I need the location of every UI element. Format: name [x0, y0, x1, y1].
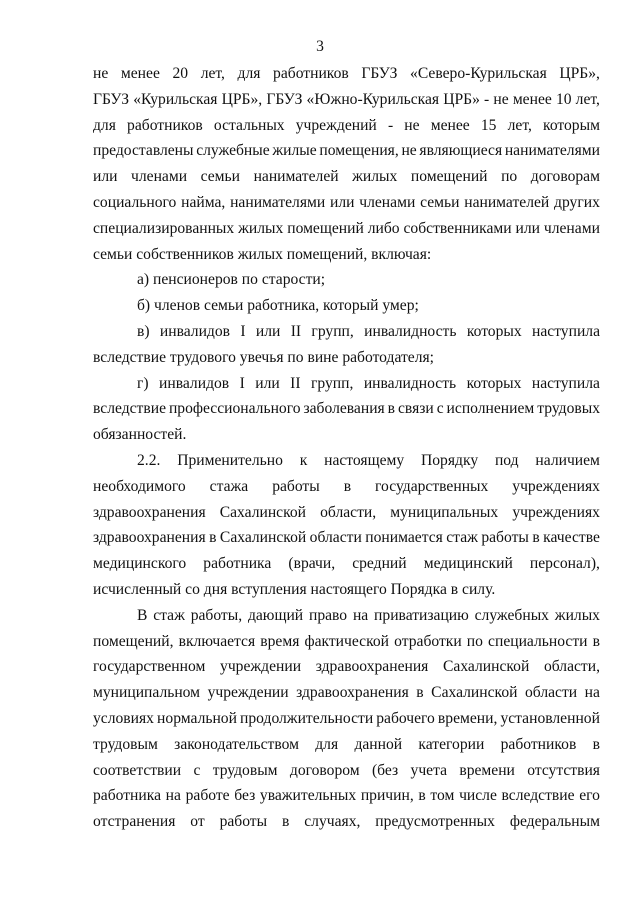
word: работника: [93, 787, 162, 805]
word: ЦРБ»: [443, 90, 480, 108]
word: ГБУЗ: [266, 90, 303, 108]
word: семьи: [200, 168, 240, 186]
word: по: [466, 632, 483, 650]
word: для: [237, 65, 261, 82]
word: персонал),: [529, 555, 600, 573]
word: вследствие: [93, 400, 166, 418]
word: групп,: [311, 374, 354, 392]
word: к: [299, 451, 308, 469]
text-line: исчисленный со дня вступления настоящего Порядка в силу.: [93, 580, 496, 598]
word: Сахалинской: [431, 684, 518, 702]
word: не: [404, 116, 420, 134]
word: от: [190, 813, 205, 831]
word: работников: [273, 65, 349, 82]
word: установленной: [500, 709, 600, 727]
word: остальных: [213, 116, 285, 134]
text-line: [93, 706, 600, 732]
word: семьи: [420, 193, 460, 211]
word: времени: [459, 761, 515, 779]
word: инвалидов: [159, 322, 231, 340]
word: числе: [459, 787, 497, 805]
word: профессионального: [168, 400, 301, 418]
text-line: [93, 87, 600, 113]
word: «Курильская: [133, 90, 218, 108]
word: (без: [371, 761, 399, 779]
word: учета: [410, 761, 448, 779]
word: средний: [352, 555, 407, 573]
word: или: [255, 374, 280, 392]
list-item: б) членов семьи работника, который умер;: [137, 297, 419, 315]
word: области,: [320, 503, 377, 521]
word: причин,: [360, 787, 414, 805]
word: в: [592, 735, 600, 753]
text-line: [93, 732, 600, 758]
text-line: [93, 113, 600, 139]
word: ЦРБ»,: [221, 90, 263, 108]
paragraph-first-line: [93, 603, 600, 629]
word: инвалидов: [159, 374, 230, 392]
word: найма,: [181, 193, 226, 211]
text-line: семьи собственников жилых помещений, включая:: [93, 245, 432, 263]
word: или: [255, 322, 281, 340]
word: собственниками: [403, 219, 512, 237]
word: I: [240, 322, 246, 340]
word: на: [352, 606, 369, 624]
word: соответствии: [93, 761, 182, 779]
word: случаях,: [304, 813, 361, 831]
page-number: 3: [316, 38, 324, 55]
word: 15: [480, 116, 497, 134]
word: в: [592, 632, 600, 650]
word: наступила: [532, 322, 600, 340]
word: (врачи,: [288, 555, 336, 573]
word: жилых: [554, 606, 600, 624]
word: стаж: [153, 606, 185, 624]
text-line: [93, 758, 600, 784]
word: работников: [127, 116, 203, 134]
word: федеральным: [509, 813, 600, 831]
word: Порядку: [421, 451, 479, 469]
word: работников: [500, 735, 577, 753]
word: продолжительности: [240, 709, 374, 727]
word: в: [532, 529, 540, 547]
word: трудовым: [212, 761, 278, 779]
word: -: [387, 116, 394, 134]
word: -: [484, 90, 490, 108]
word: понимается: [365, 529, 443, 547]
word: помещения,: [319, 142, 399, 160]
text-line: [93, 61, 600, 87]
word: муниципальном: [93, 684, 201, 702]
text-line: [93, 216, 600, 242]
list-item: [93, 371, 600, 397]
word: жилых: [238, 219, 284, 237]
word: законодательством: [174, 735, 299, 753]
text-line: [93, 138, 600, 164]
word: предусмотренных: [375, 813, 495, 831]
word: рабочего: [376, 709, 435, 727]
word: нанимателей: [464, 193, 550, 211]
text-line: [93, 551, 600, 577]
text-line: [93, 809, 600, 835]
word: настоящему: [324, 451, 405, 469]
word: 2.2.: [137, 451, 161, 469]
word: трудовых: [537, 400, 600, 418]
word: которых: [466, 322, 522, 340]
word: работе: [185, 787, 230, 805]
word: Применительно: [177, 451, 283, 469]
word: которым: [543, 116, 600, 134]
word: или: [93, 168, 118, 186]
text-line: [93, 525, 600, 551]
word: заболевания: [303, 400, 385, 418]
word: II: [290, 374, 301, 392]
word: области: [309, 529, 362, 547]
word: служебных: [474, 606, 549, 624]
word: нанимателей: [253, 168, 339, 186]
word: договорам: [530, 168, 600, 186]
word: жилых: [352, 168, 398, 186]
text-line: [93, 164, 600, 190]
section-heading-line: [93, 448, 600, 474]
word: отстранения: [93, 813, 176, 831]
word: для: [315, 735, 339, 753]
word: вследствие: [501, 787, 575, 805]
word: приватизацию: [374, 606, 469, 624]
word: специализированных: [93, 219, 235, 237]
word: 20: [172, 65, 189, 82]
word: включается: [178, 632, 256, 650]
word: для: [93, 116, 116, 134]
word: области: [524, 684, 578, 702]
word: трудовым: [93, 735, 158, 753]
word: качестве: [543, 529, 600, 547]
word: специальности: [488, 632, 588, 650]
word: данной: [354, 735, 403, 753]
word: или: [515, 219, 540, 237]
word: в: [418, 787, 426, 805]
word: в): [137, 322, 150, 340]
word: ГБУЗ: [93, 90, 130, 108]
word: работы,: [190, 606, 243, 624]
word: на: [165, 787, 181, 805]
word: в: [343, 477, 352, 495]
word: социального: [93, 193, 177, 211]
word: в: [209, 529, 217, 547]
word: 10: [555, 90, 572, 108]
text-line: [93, 474, 600, 500]
text-line: [93, 500, 600, 526]
word: менее: [512, 90, 552, 108]
word: время: [260, 632, 300, 650]
word: здравоохранения: [315, 658, 429, 676]
word: ГБУЗ: [361, 65, 398, 82]
word: являющиеся: [419, 142, 503, 160]
word: наступила: [531, 374, 600, 392]
word: право: [308, 606, 348, 624]
word: помещений: [287, 219, 364, 237]
word: членами: [543, 219, 600, 237]
word: работы: [272, 477, 320, 495]
document-body: [93, 61, 600, 835]
word: учреждений: [295, 116, 377, 134]
word: связи: [397, 400, 434, 418]
word: том: [430, 787, 455, 805]
word: уважительных: [259, 787, 357, 805]
word: медицинский: [423, 555, 513, 573]
word: Сахалинской: [219, 503, 307, 521]
word: необходимого: [93, 477, 186, 495]
word: договором: [289, 761, 360, 779]
word: под: [494, 451, 519, 469]
word: ЦРБ»,: [559, 65, 600, 82]
word: работы: [219, 813, 268, 831]
word: менее: [120, 65, 160, 82]
word: фактической: [304, 632, 390, 650]
word: отсутствия: [527, 761, 600, 779]
text-line: [93, 654, 600, 680]
word: области,: [543, 658, 600, 676]
text-line: [93, 680, 600, 706]
word: здравоохранения: [93, 503, 206, 521]
word: учреждениях: [512, 503, 600, 521]
word: работника: [203, 555, 272, 573]
word: с: [436, 400, 444, 418]
word: лет,: [200, 65, 225, 82]
word: в: [387, 400, 396, 418]
word: «Южно-Курильская: [306, 90, 440, 108]
list-item: а) пенсионеров по старости;: [137, 271, 326, 289]
word: исполнением: [446, 400, 535, 418]
word: времени,: [437, 709, 498, 727]
word: В: [137, 606, 148, 624]
word: менее: [430, 116, 470, 134]
word: наличием: [535, 451, 600, 469]
word: которых: [466, 374, 522, 392]
word: помещений: [410, 168, 488, 186]
word: нанимателями: [230, 193, 326, 211]
word: без: [234, 787, 256, 805]
word: здравоохранения: [296, 684, 409, 702]
word: либо: [367, 219, 400, 237]
word: служебные: [196, 142, 270, 160]
word: нормальной: [157, 709, 237, 727]
word: инвалидность: [363, 374, 457, 392]
word: жилые: [272, 142, 317, 160]
word: нанимателями: [504, 142, 600, 160]
word: других: [554, 193, 600, 211]
word: здравоохранения: [93, 529, 206, 547]
word: или: [330, 193, 355, 211]
word: членами: [131, 168, 188, 186]
word: дающий: [247, 606, 304, 624]
word: инвалидность: [364, 322, 457, 340]
word: I: [239, 374, 245, 392]
word: членами: [359, 193, 416, 211]
text-line: вследствие трудового увечья по вине работодателя;: [93, 348, 434, 366]
word: лет,: [575, 90, 600, 108]
word: Сахалинской: [219, 529, 307, 547]
word: в: [416, 684, 424, 702]
word: с: [193, 761, 201, 779]
word: категории: [418, 735, 485, 753]
text-line: [93, 396, 600, 422]
text-line: [93, 783, 600, 809]
word: муниципальных: [390, 503, 499, 521]
word: условиях: [93, 709, 154, 727]
text-line: [93, 629, 600, 655]
word: лет,: [507, 116, 532, 134]
word: «Северо-Курильская: [410, 65, 547, 82]
word: медицинского: [93, 555, 187, 573]
word: предоставлены: [93, 142, 194, 160]
word: не: [93, 65, 109, 82]
word: г): [137, 374, 149, 392]
word: не: [401, 142, 417, 160]
word: учреждении: [207, 684, 289, 702]
word: учреждении: [220, 658, 302, 676]
word: работы: [481, 529, 529, 547]
word: Сахалинской: [443, 658, 530, 676]
word: в: [282, 813, 290, 831]
word: по: [501, 168, 518, 186]
word: его: [579, 787, 600, 805]
word: государственных: [375, 477, 489, 495]
list-item: [93, 319, 600, 345]
word: на: [584, 684, 600, 702]
text-line: обязанностей.: [93, 426, 187, 444]
word: II: [290, 322, 302, 340]
word: стаж: [446, 529, 478, 547]
text-line: [93, 190, 600, 216]
word: помещений,: [93, 632, 174, 650]
word: групп,: [311, 322, 354, 340]
word: не: [493, 90, 509, 108]
word: государственном: [93, 658, 206, 676]
word: учреждениях: [512, 477, 600, 495]
word: отработки: [394, 632, 462, 650]
word: стажа: [209, 477, 249, 495]
